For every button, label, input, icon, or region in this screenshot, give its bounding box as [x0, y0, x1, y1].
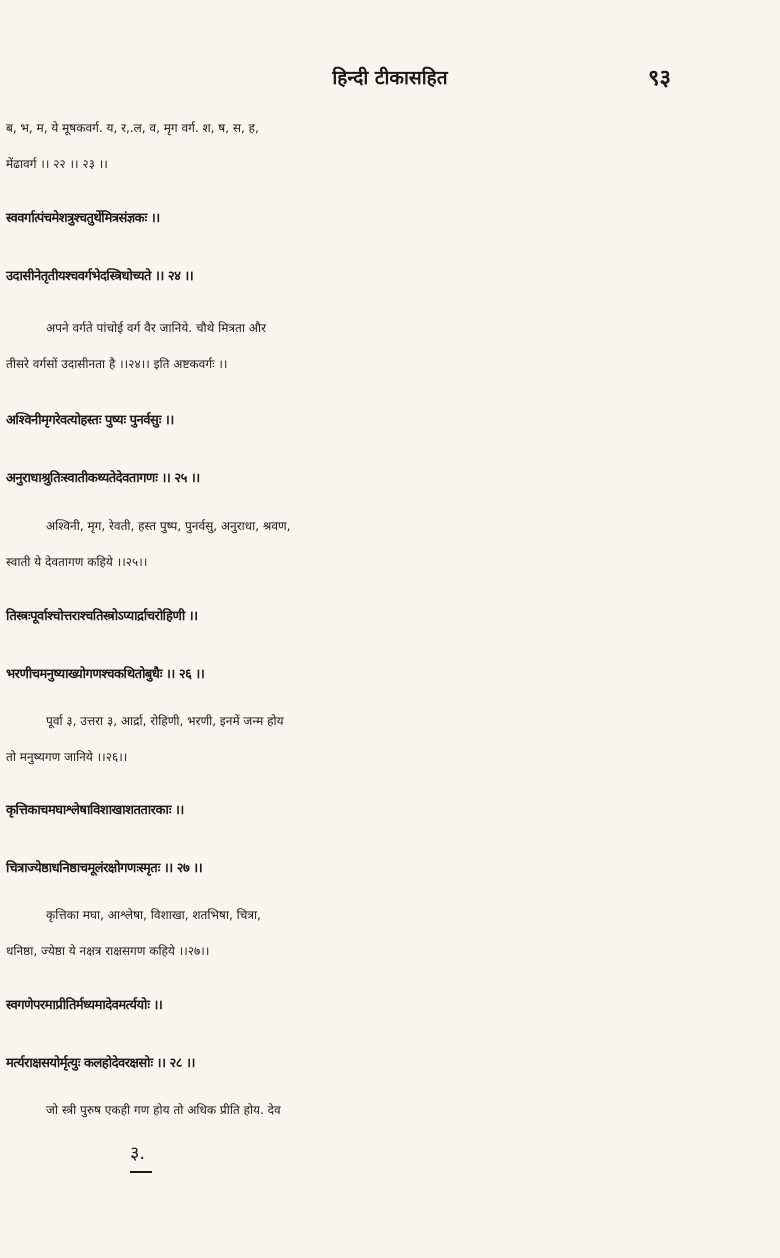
translation-line: धनिष्ठा, ज्येष्ठा ये नक्षत्र राक्षसगण कहिये ।।२७।।: [6, 944, 210, 958]
verse-28: [0, 977, 780, 1093]
verse-27: [0, 782, 780, 898]
verse-line: तिस्त्रःपूर्वाश्चोत्तराश्चतिस्त्रोऽप्यार्द्राचरोहिणी ।।: [6, 609, 198, 624]
verse-line: कृत्तिकाचमघाश्लेषाविशाखाशततारकाः ।।: [6, 803, 184, 818]
verse-24: [0, 190, 780, 306]
translation-line: अपने वर्गते पांचोई वर्ग वैर जानिये. चौथे मित्रता और: [46, 321, 266, 335]
verse-line: स्वगणेपरमाप्रीतिर्मध्यमादेवमर्त्ययोः ।।: [6, 998, 163, 1013]
verse-line: मर्त्यराक्षसयोर्मृत्युः कलहोदेवरक्षसोः ।। २८ ।।: [6, 1056, 195, 1071]
translation-block-25: [0, 508, 780, 580]
translation-line: पूर्वा ३, उत्तरा ३, आर्द्रा, रोहिणी, भरणी, इनमें जन्म होय: [46, 714, 284, 728]
verse-line: चित्राज्येष्ठाधनिष्ठाचमूलंरक्षोगणःस्मृतः ।। २७ ।।: [6, 861, 203, 876]
translation-line: तीसरे वर्गसों उदासीनता है ।।२४।। इति अष्टकवर्गः ।।: [6, 357, 228, 371]
verse-line: अनुराधाश्रुतिःस्वातीकथ्यतेदेवतागणः ।। २५ ।।: [6, 471, 200, 486]
translation-block-27: [0, 897, 780, 969]
translation-block-24: [0, 310, 780, 382]
translation-block-26: [0, 703, 780, 775]
translation-line: अश्विनी, मृग, रेवती, हस्त पुष्प, पुनर्वसु, अनुराधा, श्रवण,: [46, 519, 291, 533]
verse-line: स्ववर्गात्पंचमेशत्रुश्चतुर्थेमित्रसंज्ञकः ।।: [6, 211, 160, 226]
translation-block-22-23: [0, 110, 780, 182]
running-header-title: हिन्दी टीकासहित: [332, 67, 448, 89]
verse-line: उदासीनेतृतीयश्चवर्गभेदस्त्रिधोच्यते ।। २४ ।।: [6, 269, 194, 284]
translation-line: जो स्त्री पुरुष एकही गण होय तो अधिक प्रीति होय. देव: [46, 1103, 281, 1117]
translation-block-28: [0, 1092, 780, 1128]
signature-mark: ३.: [130, 1143, 146, 1164]
translation-line: ब, भ, म, ये मूषकवर्ग. य, र,.ल, व, मृग वर्ग. श, ष, स, ह,: [6, 121, 259, 135]
translation-line: कृत्तिका मघा, आश्लेषा, विशाखा, शतभिषा, चित्रा,: [46, 908, 261, 922]
translation-line: मेंढावर्ग ।। २२ ।। २३ ।।: [6, 157, 108, 171]
verse-line: अश्विनीमृगरेवत्योहस्तः पुष्यः पुनर्वसुः ।।: [6, 413, 174, 428]
verse-25: [0, 392, 780, 508]
translation-line: तो मनुष्यगण जानिये ।।२६।।: [6, 750, 128, 764]
verse-26: [0, 588, 780, 704]
verse-line: भरणीचमनुष्याख्योगणश्चकथितोबुधैः ।। २६ ।।: [6, 667, 205, 682]
translation-line: स्वाती ये देवतागण कहिये ।।२५।।: [6, 555, 148, 569]
page-number: ९३: [648, 66, 671, 91]
